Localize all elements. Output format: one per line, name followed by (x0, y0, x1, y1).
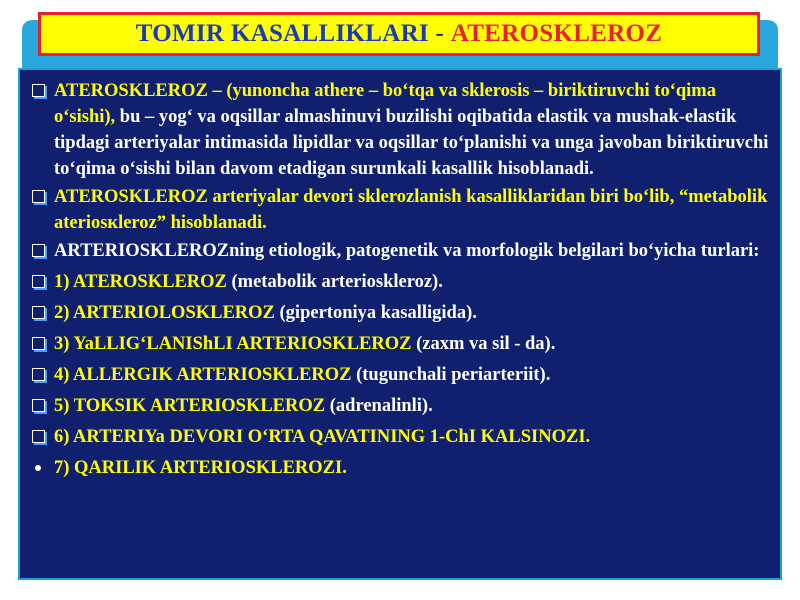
checkbox-bullet-icon (32, 368, 45, 381)
item-highlight: 6) ARTERIYa DEVORI O‘RTA QAVATINING 1-ChI KALSINOZI. (54, 427, 591, 447)
checkbox-bullet-icon (32, 244, 45, 257)
item-text: (adrenalinli). (325, 396, 433, 416)
item-highlight: 4) ALLERGIK ARTERIOSKLEROZ (54, 365, 352, 385)
item-text: (zaxm va sil - da). (411, 334, 556, 354)
list-item-type-7 (32, 455, 777, 481)
item-text: (metabolik arterioskleroz). (226, 272, 443, 292)
list-item-type-6 (32, 424, 777, 450)
item-text: ARTERIOSKLEROZning etiologik, patogenetik va morfologik belgilari bo‘yicha turlari: (54, 241, 760, 261)
checkbox-bullet-icon (32, 430, 45, 443)
item-highlight: 5) TOKSIK ARTERIOSKLEROZ (54, 396, 326, 416)
list-item-type-1 (32, 269, 777, 295)
checkbox-bullet-icon (32, 337, 45, 350)
checkbox-bullet-icon (32, 399, 45, 412)
item-highlight: 3) YaLLIG‘LANIShLI ARTERIOSKLEROZ (54, 334, 412, 354)
item-highlight: 1) ATEROSKLEROZ (54, 272, 227, 292)
list-item-classification (32, 184, 777, 236)
item-text: (tugunchali periarteriit). (351, 365, 551, 385)
title-separator: - (428, 20, 451, 47)
list-item-type-4 (32, 362, 777, 388)
item-text: (gipertoniya kasalligida). (274, 303, 477, 323)
checkbox-bullet-icon (32, 306, 45, 319)
list-item-type-2 (32, 300, 777, 326)
list-item-type-3 (32, 331, 777, 357)
dot-bullet-icon (35, 465, 41, 471)
checkbox-bullet-icon (32, 190, 45, 203)
checkbox-bullet-icon (32, 275, 45, 288)
list-item-types-intro (32, 238, 777, 264)
slide-title (38, 12, 760, 56)
item-highlight: ATEROSKLEROZ arteriyalar devori sklerozlanish kasalliklaridan biri bo‘lib, “metabolik ateriosкleroz” hisoblanadi. (54, 187, 768, 233)
item-highlight: 7) QARILIK ARTERIOSKLEROZI. (54, 458, 347, 478)
bullet-list (32, 78, 777, 481)
checkbox-bullet-icon (32, 84, 45, 97)
content-panel (18, 68, 782, 580)
list-item-definition (32, 78, 777, 182)
list-item-type-5 (32, 393, 777, 419)
title-accent: ATEROSKLEROZ (450, 20, 663, 47)
item-text: bu – yog‘ va oqsillar almashinuvi buzilishi oqibatida elastik va mushak-elastik tipdagi arteriyalar intimasida lipidlar va oqsillar to‘planishi va unga javoban biriktiruvchi to‘qima o‘sishi bilan davom etadigan surunkali kasallik hisoblanadi. (54, 107, 769, 179)
title-main: TOMIR KASALLIKLARI (135, 20, 429, 47)
item-highlight: ATEROSKLEROZ – (yunoncha athere – bo‘tqa va sklerosis – biriktiruvchi to‘qima o‘sishi), (54, 81, 716, 127)
item-highlight: 2) ARTERIOLOSKLEROZ (54, 303, 275, 323)
